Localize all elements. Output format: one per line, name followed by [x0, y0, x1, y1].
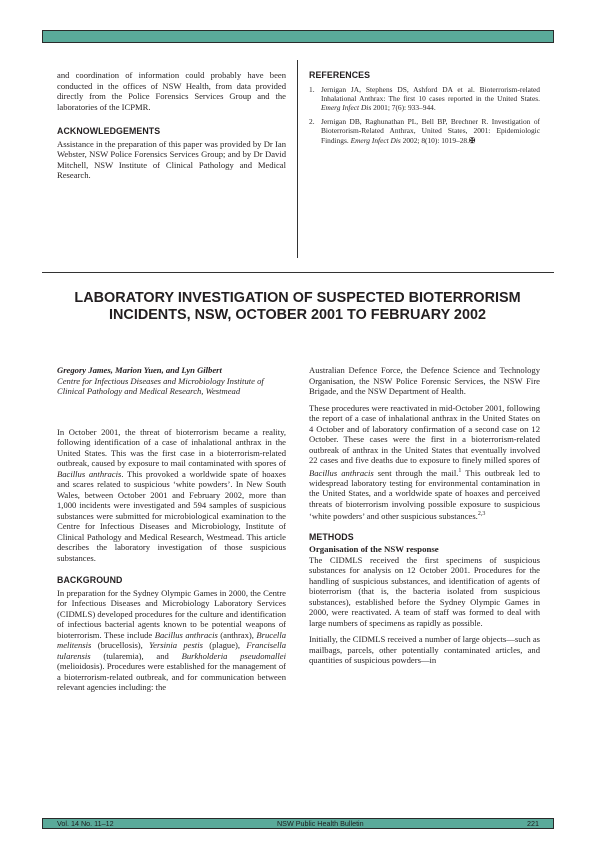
- article-left-column: [57, 365, 286, 699]
- methods-paragraph-2: Initially, the CIDMLS received a number of large objects—such as mailbags, parcels, other potentially contaminated articles, and quantities of suspicious powders—in: [309, 634, 540, 666]
- acknowledgements-text: Assistance in the preparation of this paper was provided by Dr Ian Webster, NSW Police Forensics Services Group; and by Dr David Mitchell, NSW Institute of Clinical Pathology and Medical Research.: [57, 138, 286, 180]
- background-paragraph: In preparation for the Sydney Olympic Games in 2000, the Centre for Infectious Diseases and Microbiology Laboratory Services (CIDMLS) developed procedures for the culture and identification of infectious bacterial agents known to be potential weapons of bioterrorism. These include Bacillus anthracis (anthrax), Brucella melitensis (brucellosis), Yersinia pestis (plague), Francisella tularensis (tularemia), and Burkholderia pseudomallei (melioidosis). Procedures were established for the management of a bioterrorism-related outbreak, and for communication between relevant agencies including: the: [57, 587, 287, 692]
- reference-item: [309, 117, 540, 145]
- top-left-column: [57, 70, 286, 187]
- article-authors: Gregory James, Marion Yuen, and Lyn Gilbert: [57, 365, 222, 375]
- reference-item: [309, 85, 540, 113]
- footer-page-number: 221: [527, 819, 539, 828]
- reference-journal: Emerg Infect Dis: [350, 135, 401, 145]
- footer-volume: Vol. 14 No. 11–12: [57, 819, 114, 828]
- reactivation-paragraph: These procedures were reactivated in mid-October 2001, following the report of a case of inhalational anthrax in the United States on 4 October and of laboratory confirmation of a second case on 12 October. These cases were the first in a bioterrorism-related outbreak of anthrax in the United States that eventually involved 22 cases and five deaths due to exposure to finely milled spores of Bacillus anthracis sent through the mail.$^1$ This outbreak led to widespread laboratory testing for environmental contamination in the United States, and a worldwide spate of hoaxes and perceived threats of bioterrorism involving possible exposure to suspicious ‘white powders’ and other suspicious substances.$^{2,3}$: [309, 402, 540, 522]
- end-mark-icon: ✠: [468, 135, 476, 145]
- continued-paragraph: and coordination of information could probably have been conducted in the offices of NSW Health, from data provided directly from the Police Forensics Services Group and the laboratories of the ICPMR.: [57, 70, 286, 112]
- section-divider: [42, 272, 554, 273]
- article-title: LABORATORY INVESTIGATION OF SUSPECTED BIOTERRORISM INCIDENTS, NSW, OCTOBER 2001 TO FEBRUARY 2002: [74, 290, 521, 323]
- footer-journal: NSW Public Health Bulletin: [276, 819, 364, 828]
- reference-citation: 2001; 7(6): 933–944.: [371, 103, 436, 113]
- column-divider: [297, 60, 298, 258]
- acknowledgements-heading: ACKNOWLEDGEMENTS: [57, 126, 161, 136]
- reference-text: Jernigan JA, Stephens DS, Ashford DA et al. Bioterrorism-related Inhalational Anthrax: The first 10 cases reported in the United States.: [321, 84, 540, 103]
- reference-number: 1.: [309, 84, 315, 94]
- article-right-column: [309, 365, 540, 672]
- reference-text: Jernigan DB, Raghunathan PL, Bell BP, Brechner R. Investigation of Bioterrorism-Related Anthrax, United States, 2001: Epidemiologic Findings.: [321, 116, 540, 145]
- footer-band: [42, 818, 554, 829]
- header-band: [42, 30, 554, 43]
- references-column: [309, 70, 540, 149]
- references-list: [309, 85, 540, 145]
- agencies-paragraph: Australian Defence Force, the Defence Science and Technology Organisation, the NSW Police Forensic Services, the NSW Fire Brigade, and the NSW Department of Health.: [309, 365, 540, 396]
- citation-superscript: 2,3: [477, 511, 486, 518]
- references-heading: REFERENCES: [309, 70, 371, 80]
- reference-citation: 2002; 8(10): 1019–28.: [400, 135, 469, 145]
- reference-number: 2.: [309, 116, 315, 126]
- reference-journal: Emerg Infect Dis: [321, 103, 372, 113]
- methods-subheading: Organisation of the NSW response: [309, 544, 439, 555]
- intro-paragraph: In October 2001, the threat of bioterrorism became a reality, following identification of a case of inhalational anthrax in the United States. This was the first case in a bioterrorism-related outbreak, caused by exposure to mail contaminated with spores of Bacillus anthracis. This provoked a worldwide spate of hoaxes and scares related to suspicious ‘white powders’. In New South Wales, between October 2001 and February 2002, more than 1,000 incidents were investigated and 594 samples of suspicious substances were submitted for microbiological examination to the Centre for Infectious Diseases and Microbiology, Institute of Clinical Pathology and Medical Research, Westmead. This article describes the laboratory investigation of those suspicious substances.: [57, 426, 286, 563]
- citation-superscript: 1: [458, 467, 462, 474]
- article-affiliation: Centre for Infectious Diseases and Microbiology Institute of Clinical Pathology and Medical Research, Westmead: [57, 375, 264, 396]
- methods-heading: METHODS: [309, 531, 354, 542]
- background-heading: BACKGROUND: [57, 575, 123, 585]
- methods-paragraph: The CIDMLS received the first specimens of suspicious substances for analysis on 12 October 2001. Procedures for the handling of suspicious substances, and identification of agents of bioterrorism (that is, the bacteria isolated from suspicious substances), established before the Sydney Olympic Games in 2000, were reactivated. A team of staff was formed to deal with large numbers of specimens as rapidly as possible.: [309, 554, 540, 628]
